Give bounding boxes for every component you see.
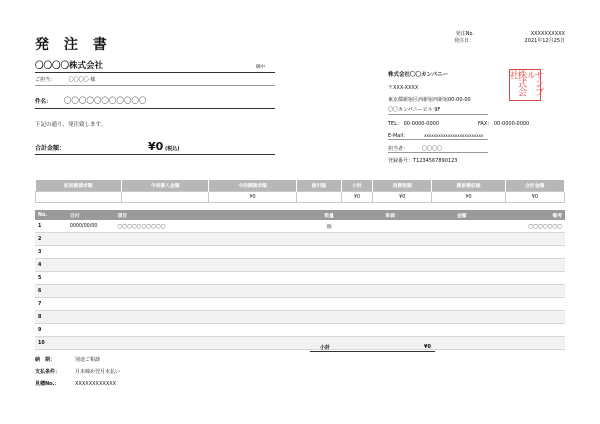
item-amount: [427, 272, 496, 285]
fax-label: FAX：: [478, 121, 493, 127]
item-no: 1: [35, 220, 67, 233]
reg-label: 登録番号：: [388, 158, 414, 164]
item-price: [353, 259, 427, 272]
subtotal-value: ¥0: [424, 344, 431, 350]
summary-header: 合計金額: [505, 180, 564, 192]
item-name: 〇〇〇〇〇〇〇〇〇〇: [114, 220, 305, 233]
item-date: [67, 285, 115, 298]
footer-row-quote-no: [35, 378, 120, 390]
total-label: 合計金額：: [35, 145, 66, 152]
total-amount: ¥0: [148, 140, 164, 153]
footer-label: 支払条件：: [35, 369, 61, 375]
summary-value-row: [36, 192, 565, 203]
col-qty-header: 数量: [305, 210, 353, 220]
item-qty: [305, 298, 353, 311]
item-note: [496, 324, 565, 337]
footer-terms: [35, 354, 120, 390]
order-meta: [440, 31, 565, 45]
stamp-col-1: サンプル: [524, 70, 544, 96]
items-header-row: [35, 210, 565, 220]
company-person-line: [388, 145, 442, 152]
item-amount: [427, 259, 496, 272]
reg-value: T1234567890123: [413, 158, 458, 164]
summary-header: 今回御入金額: [121, 180, 208, 192]
company-name: 株式会社〇〇カンパニー: [388, 72, 449, 78]
summary-header-row: [36, 180, 565, 192]
subtotal-label: 小計: [320, 345, 331, 351]
stamp-col-2: 株式会社: [507, 70, 527, 96]
footer-value: 月末締め翌月末払い: [75, 369, 121, 375]
table-row: [35, 285, 565, 298]
item-name: [114, 337, 305, 350]
item-price: [353, 220, 427, 233]
company-seal-stamp: [507, 69, 544, 101]
company-email-line: [388, 132, 483, 139]
item-price: [353, 324, 427, 337]
contact-label: ご担当：: [35, 77, 56, 83]
item-note: [496, 259, 565, 272]
item-date: [67, 233, 115, 246]
item-date: [67, 272, 115, 285]
item-no: 8: [35, 311, 67, 324]
item-price: [353, 285, 427, 298]
item-date: [67, 311, 115, 324]
item-amount: [427, 220, 496, 233]
item-no: 6: [35, 285, 67, 298]
footer-label: 見積No.：: [35, 381, 60, 387]
item-amount: [427, 337, 496, 350]
item-name: [114, 285, 305, 298]
total-amount-line: [35, 140, 275, 155]
item-amount: [427, 311, 496, 324]
contact-value: 〇〇〇〇 様: [68, 77, 96, 83]
item-date: [67, 246, 115, 259]
item-note: [496, 311, 565, 324]
item-name: [114, 311, 305, 324]
item-name: [114, 272, 305, 285]
summary-value: ¥0: [432, 192, 505, 203]
email-label: E-Mail：: [388, 133, 409, 139]
table-row: [35, 220, 565, 233]
summary-value: [121, 192, 208, 203]
company-reg-line: [388, 157, 457, 164]
address-underline: [388, 114, 488, 115]
footer-row-delivery: [35, 354, 120, 366]
summary-header: 今回御請求額: [209, 180, 296, 192]
intro-text: 下記の通り、発注致します。: [35, 122, 107, 128]
item-note: [496, 272, 565, 285]
subject-line: [35, 95, 275, 109]
item-qty: [305, 324, 353, 337]
item-qty: [305, 246, 353, 259]
item-qty: [305, 233, 353, 246]
recipient-honorific: 御中: [256, 65, 265, 70]
item-name: [114, 233, 305, 246]
item-amount: [427, 285, 496, 298]
item-amount: [427, 233, 496, 246]
item-date: [67, 337, 115, 350]
item-price: [353, 272, 427, 285]
item-note: [496, 233, 565, 246]
subject-label: 件名：: [35, 99, 52, 105]
person-label: 担当者：: [388, 146, 409, 152]
summary-header: 小計: [341, 180, 372, 192]
document-title: 発 注 書: [35, 37, 112, 53]
item-price: [353, 298, 427, 311]
item-date: [67, 324, 115, 337]
summary-value: ¥0: [505, 192, 564, 203]
table-row: [35, 324, 565, 337]
item-note: [496, 246, 565, 259]
items-table: [35, 210, 565, 350]
item-price: [353, 233, 427, 246]
recipient-name-line: [35, 59, 275, 73]
item-name: [114, 298, 305, 311]
item-date: [67, 298, 115, 311]
company-postal: 〒XXX-XXXX: [388, 85, 419, 91]
item-no: 9: [35, 324, 67, 337]
item-no: 5: [35, 272, 67, 285]
summary-value: ¥0: [341, 192, 372, 203]
summary-header: 消費税額: [373, 180, 432, 192]
company-tel-line: [388, 120, 439, 127]
table-row: [35, 233, 565, 246]
subject-value: 〇〇〇〇〇〇〇〇〇〇〇: [63, 96, 147, 105]
table-row: [35, 311, 565, 324]
contact-line: [35, 76, 275, 86]
item-no: 7: [35, 298, 67, 311]
item-qty: 個: [305, 220, 353, 233]
order-date-value: 2021年12月25日: [524, 38, 565, 44]
item-note: [496, 298, 565, 311]
col-amount-header: 金額: [427, 210, 496, 220]
item-price: [353, 311, 427, 324]
summary-header: 前回御請求額: [36, 180, 122, 192]
col-date-header: 日付: [67, 210, 115, 220]
tel-label: TEL：: [388, 121, 402, 127]
item-name: [114, 259, 305, 272]
email-underline: [388, 139, 488, 140]
item-note: 〇〇〇〇〇〇〇: [496, 220, 565, 233]
col-no-header: No.: [35, 210, 67, 220]
footer-value: 別途ご相談: [75, 357, 101, 363]
item-no: 3: [35, 246, 67, 259]
item-amount: [427, 324, 496, 337]
email-value: xxxxxxxxxxxxxxxxxxxxxxxxx: [424, 133, 484, 138]
item-no: 4: [35, 259, 67, 272]
order-date-label: 発注日：: [453, 38, 474, 44]
summary-value: [296, 192, 341, 203]
tel-value: 00-0000-0000: [403, 121, 440, 127]
footer-value: XXXXXXXXXXXX: [75, 381, 117, 387]
person-underline: [388, 152, 488, 153]
summary-value: [36, 192, 122, 203]
summary-header: 源泉徴収額: [432, 180, 505, 192]
item-qty: [305, 272, 353, 285]
recipient-name: 〇〇〇〇株式会社: [35, 61, 104, 71]
table-row: [35, 259, 565, 272]
item-qty: [305, 285, 353, 298]
person-value: 〇〇〇〇: [422, 146, 443, 152]
item-amount: [427, 298, 496, 311]
table-row: [35, 298, 565, 311]
item-qty: [305, 311, 353, 324]
item-no: 2: [35, 233, 67, 246]
subtotal-line: [310, 342, 435, 352]
order-no-value: XXXXXXXXXX: [530, 31, 565, 37]
table-row: [35, 337, 565, 350]
summary-table: [35, 180, 565, 203]
fax-value: 00-0000-0000: [493, 121, 530, 127]
item-date: 0000/00/00: [67, 220, 115, 233]
item-no: 10: [35, 337, 67, 350]
summary-value: ¥0: [373, 192, 432, 203]
footer-row-payment: [35, 366, 120, 378]
order-no-label: 発注No.: [455, 31, 474, 37]
footer-label: 納 期：: [35, 357, 56, 363]
item-date: [67, 259, 115, 272]
col-item-header: 項目: [114, 210, 305, 220]
item-note: [496, 337, 565, 350]
table-row: [35, 246, 565, 259]
col-note-header: 備考: [496, 210, 565, 220]
item-name: [114, 324, 305, 337]
company-fax-line: [478, 120, 529, 127]
item-amount: [427, 246, 496, 259]
col-price-header: 単価: [353, 210, 427, 220]
summary-header: 値引額: [296, 180, 341, 192]
item-note: [496, 285, 565, 298]
total-tax-note: (税込): [165, 146, 180, 152]
company-address2: 〇〇カンパニービル 9F: [388, 107, 441, 113]
item-name: [114, 246, 305, 259]
item-price: [353, 246, 427, 259]
table-row: [35, 272, 565, 285]
item-qty: [305, 259, 353, 272]
company-address1: 東京都新宿区西新宿西新宿00-00-00: [388, 97, 471, 103]
summary-value: ¥0: [209, 192, 296, 203]
